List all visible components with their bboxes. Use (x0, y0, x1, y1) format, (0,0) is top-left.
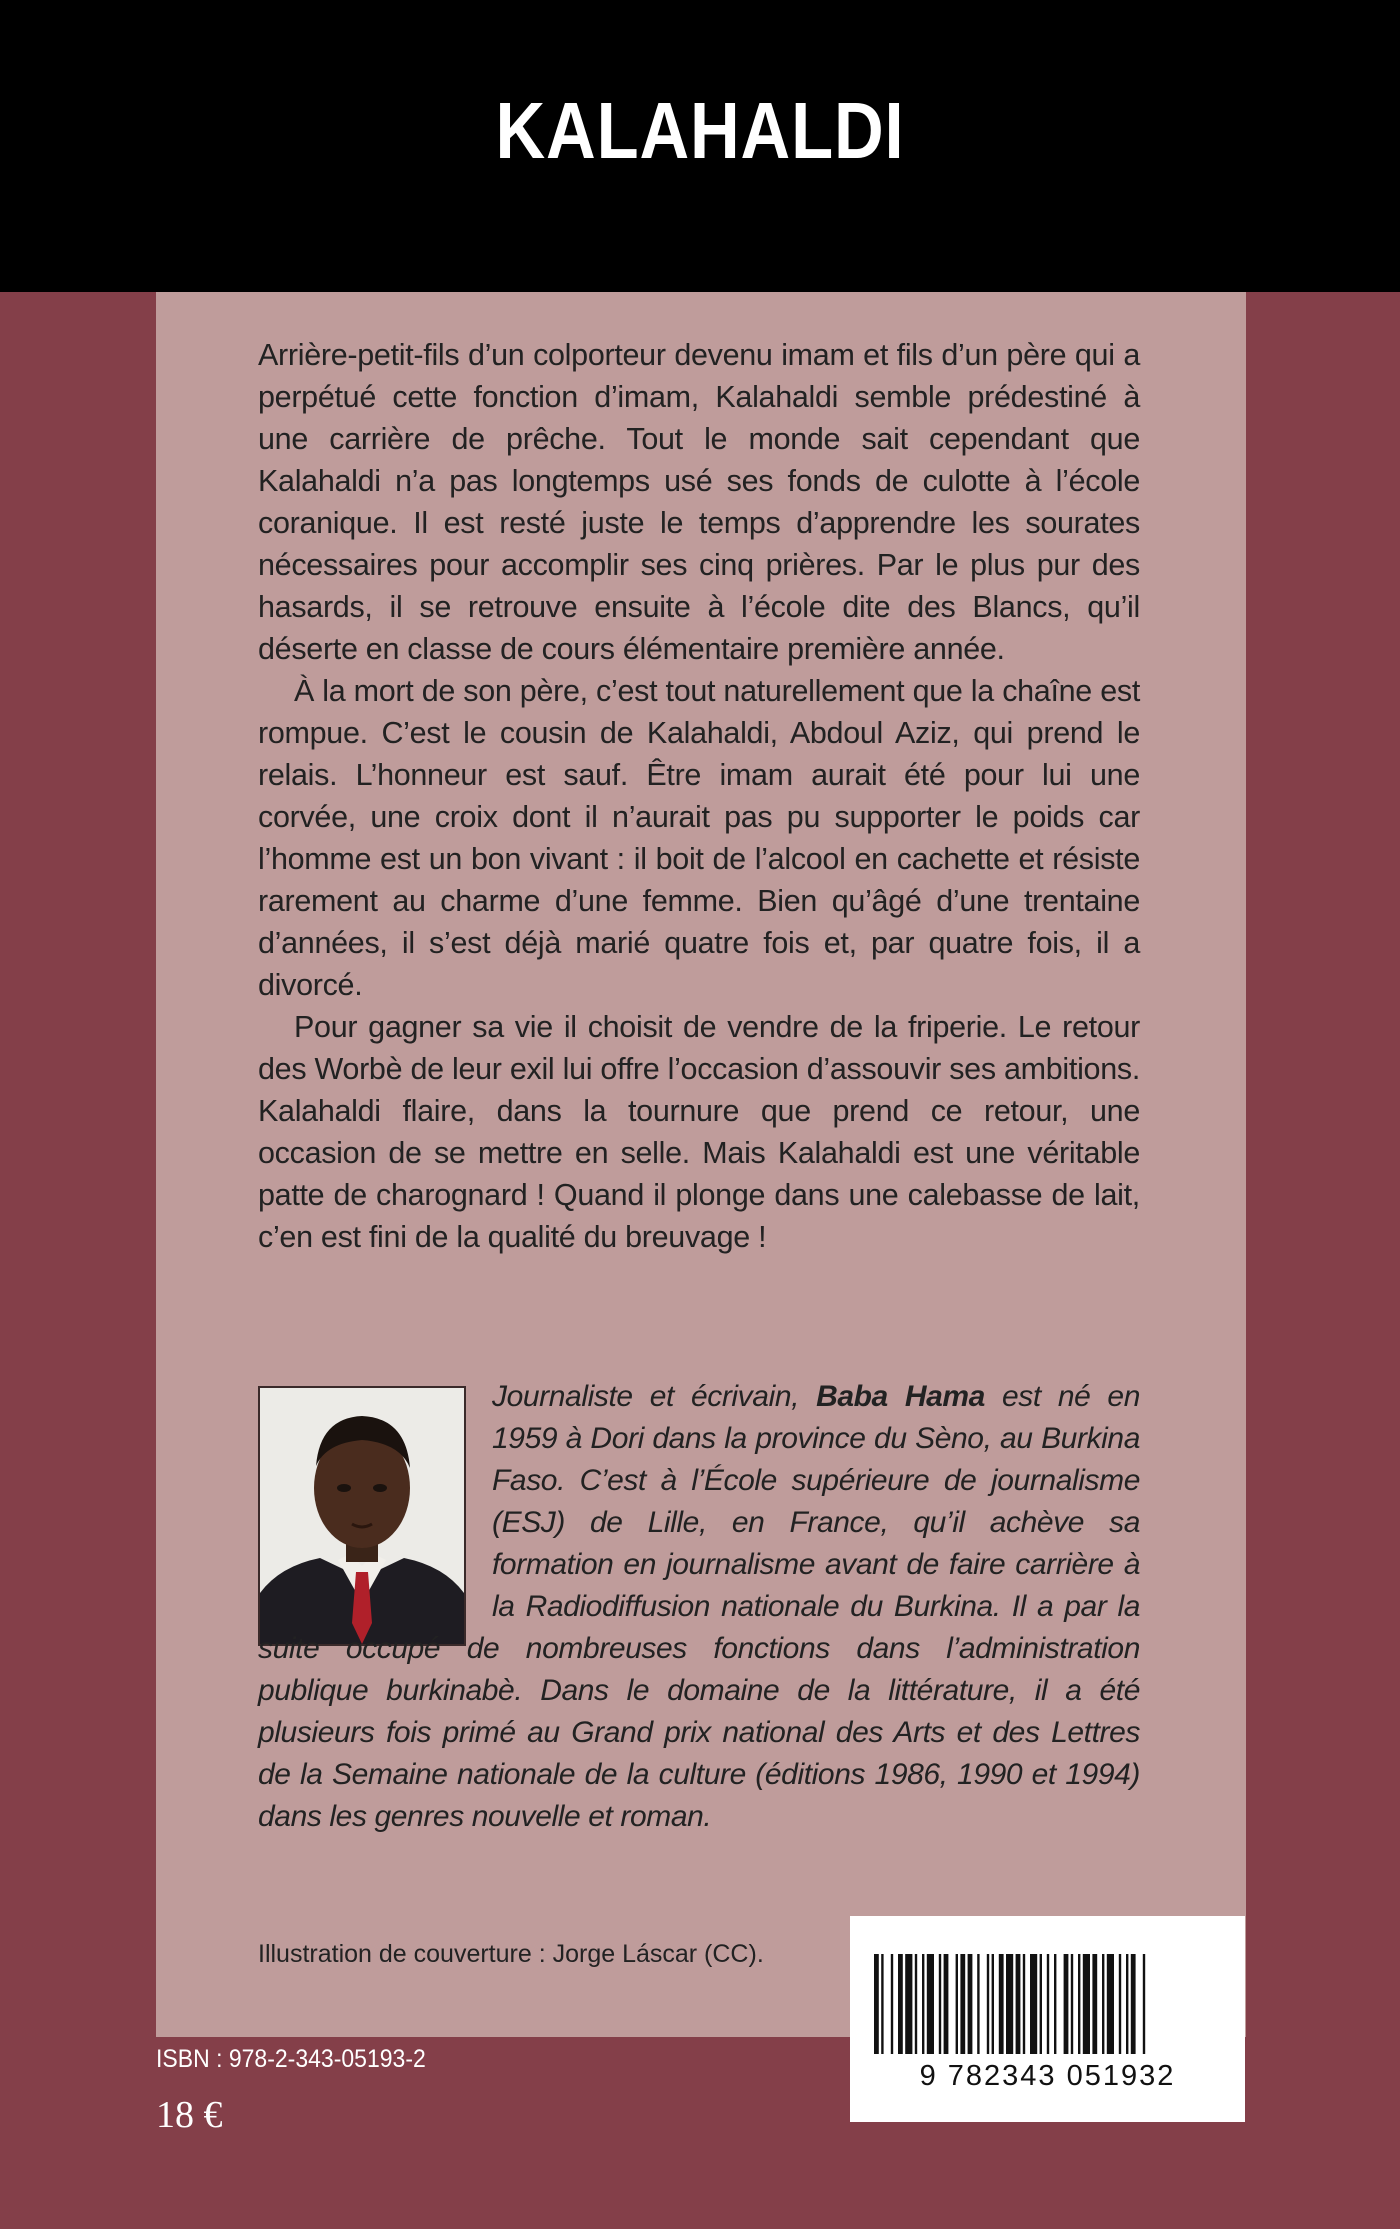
synopsis (258, 334, 1140, 1258)
illustration-credit: Illustration de couverture : Jorge Láscar (CC). (258, 1940, 764, 1968)
cover-header-band (0, 0, 1400, 292)
author-name: Baba Hama (816, 1380, 985, 1413)
synopsis-paragraph: À la mort de son père, c’est tout naturellement que la chaîne est rompue. C’est le cousin de Kalahaldi, Abdoul Aziz, qui prend le relais. L’honneur est sauf. Être imam aurait été pour lui une corvée, une croix dont il n’aurait pas pu supporter le poids car l’homme est un bon vivant : il boit de l’alcool en cachette et résiste rarement au charme d’une femme. Bien qu’âgé d’une trentaine d’années, il s’est déjà marié quatre fois et, par quatre fois, il a divorcé. (258, 674, 1140, 1002)
author-bio (258, 1376, 1140, 1838)
barcode-bars-icon (874, 1954, 1221, 2054)
synopsis-paragraph: Pour gagner sa vie il choisit de vendre de la friperie. Le retour des Worbè de leur exil lui offre l’occasion d’assouvir ses ambitions. Kalahaldi flaire, dans la tournure que prend ce retour, une occasion de se mettre en selle. Mais Kalahaldi est une véritable patte de charognard ! Quand il plonge dans une calebasse de lait, c’en est fini de la qualité du breuvage ! (258, 1010, 1140, 1254)
synopsis-paragraph: Arrière-petit-fils d’un colporteur devenu imam et fils d’un père qui a perpétué cette fonction d’imam, Kalahaldi semble prédestiné à une carrière de prêche. Tout le monde sait cependant que Kalahaldi n’a pas longtemps usé ses fonds de culotte à l’école coranique. Il est resté juste le temps d’apprendre les sourates nécessaires pour accomplir ses cinq prières. Par le plus pur des hasards, il se retrouve ensuite à l’école dite des Blancs, qu’il déserte en classe de cours élémentaire première année. (258, 338, 1140, 666)
bio-text: est né en 1959 à Dori dans la province du Sèno, au Burkina Faso. C’est à l’École supérieure de journalisme (ESJ) de Lille, en France, qu’il achève sa formation en journalisme avant de faire carrière à la Radiodiffusion nationale du Burkina. Il a par la suite occupé de nombreuses fonctions dans l’administration publique burkinabè. Dans le domaine de la littérature, il a été plusieurs fois primé au Grand prix national des Arts et des Lettres de la Semaine nationale de la culture (éditions 1986, 1990 et 1994) dans les genres nouvelle et roman. (258, 1380, 1140, 1833)
barcode (850, 1916, 1245, 2122)
price: 18 € (156, 2094, 223, 2136)
isbn: ISBN : 978-2-343-05193-2 (156, 2045, 426, 2073)
book-title: KALAHALDI (495, 86, 905, 175)
photo-spacer (258, 1376, 492, 1628)
barcode-digits: 9 782343 051932 (919, 2060, 1176, 2092)
bio-intro: Journaliste et écrivain, (492, 1380, 817, 1413)
